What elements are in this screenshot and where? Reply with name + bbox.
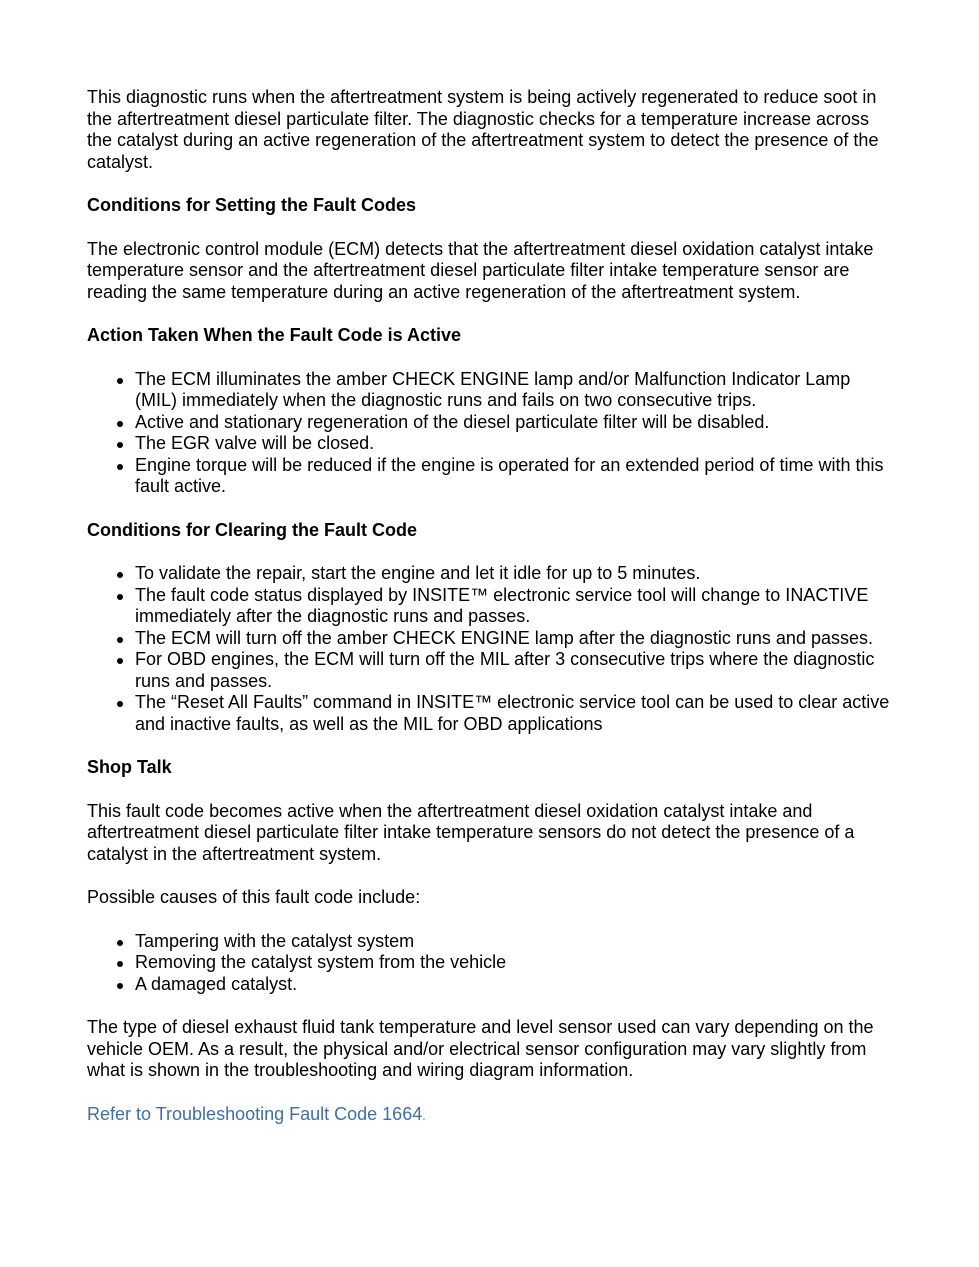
possible-causes-list (87, 931, 897, 996)
troubleshooting-reference (87, 1104, 897, 1128)
action-taken-list (87, 369, 897, 498)
list-item: The ECM illuminates the amber CHECK ENGINE lamp and/or Malfunction Indicator Lamp (MIL) immediately when the diagnostic runs and fails on two consecutive trips. (135, 369, 897, 412)
list-item: Removing the catalyst system from the vehicle (135, 952, 897, 974)
shop-talk-paragraph: This fault code becomes active when the aftertreatment diesel oxidation catalyst intake and aftertreatment diesel particulate filter intake temperature sensors do not detect the presence of a catalyst in the aftertreatment system. (87, 800, 855, 864)
sensor-variation-paragraph: The type of diesel exhaust fluid tank temperature and level sensor used can vary depending on the vehicle OEM. As a result, the physical and/or electrical sensor configuration may vary slightly from what is shown in the troubleshooting and wiring diagram information. (87, 1017, 874, 1080)
setting-conditions-heading: Conditions for Setting the Fault Codes (87, 195, 416, 215)
list-item: Active and stationary regeneration of the diesel particulate filter will be disabled. (135, 412, 897, 434)
shop-talk-heading: Shop Talk (87, 757, 172, 777)
document-page (87, 87, 897, 1149)
list-item: The ECM will turn off the amber CHECK ENGINE lamp after the diagnostic runs and passes. (135, 628, 897, 650)
list-item: Tampering with the catalyst system (135, 931, 897, 953)
clearing-conditions-heading: Conditions for Clearing the Fault Code (87, 519, 417, 540)
action-taken-heading: Action Taken When the Fault Code is Active (87, 325, 462, 345)
troubleshooting-link[interactable]: Refer to Troubleshooting Fault Code 1664 (87, 1103, 423, 1124)
list-item: For OBD engines, the ECM will turn off the MIL after 3 consecutive trips where the diagnostic runs and passes. (135, 649, 897, 692)
link-period: . (422, 1108, 426, 1123)
list-item: Engine torque will be reduced if the engine is operated for an extended period of time with this fault active. (135, 455, 897, 498)
list-item: The fault code status displayed by INSITE™ electronic service tool will change to INACTIVE immediately after the diagnostic runs and passes. (135, 585, 897, 628)
list-item: A damaged catalyst. (135, 974, 897, 996)
setting-conditions-text: The electronic control module (ECM) detects that the aftertreatment diesel oxidation catalyst intake temperature sensor and the aftertreatment diesel particulate filter intake temperature sensor are reading the same temperature during an active regeneration of the aftertreatment system. (87, 238, 874, 302)
possible-causes-intro: Possible causes of this fault code include: (87, 887, 421, 907)
clearing-conditions-list (87, 563, 897, 735)
intro-paragraph: This diagnostic runs when the aftertreatment system is being actively regenerated to reduce soot in the aftertreatment diesel particulate filter. The diagnostic checks for a temperature increase across the catalyst during an active regeneration of the aftertreatment system to detect the presence of the catalyst. (87, 87, 879, 172)
list-item: The EGR valve will be closed. (135, 433, 897, 455)
list-item: The “Reset All Faults” command in INSITE™ electronic service tool can be used to clear active and inactive faults, as well as the MIL for OBD applications (135, 692, 897, 735)
list-item: To validate the repair, start the engine and let it idle for up to 5 minutes. (135, 563, 897, 585)
